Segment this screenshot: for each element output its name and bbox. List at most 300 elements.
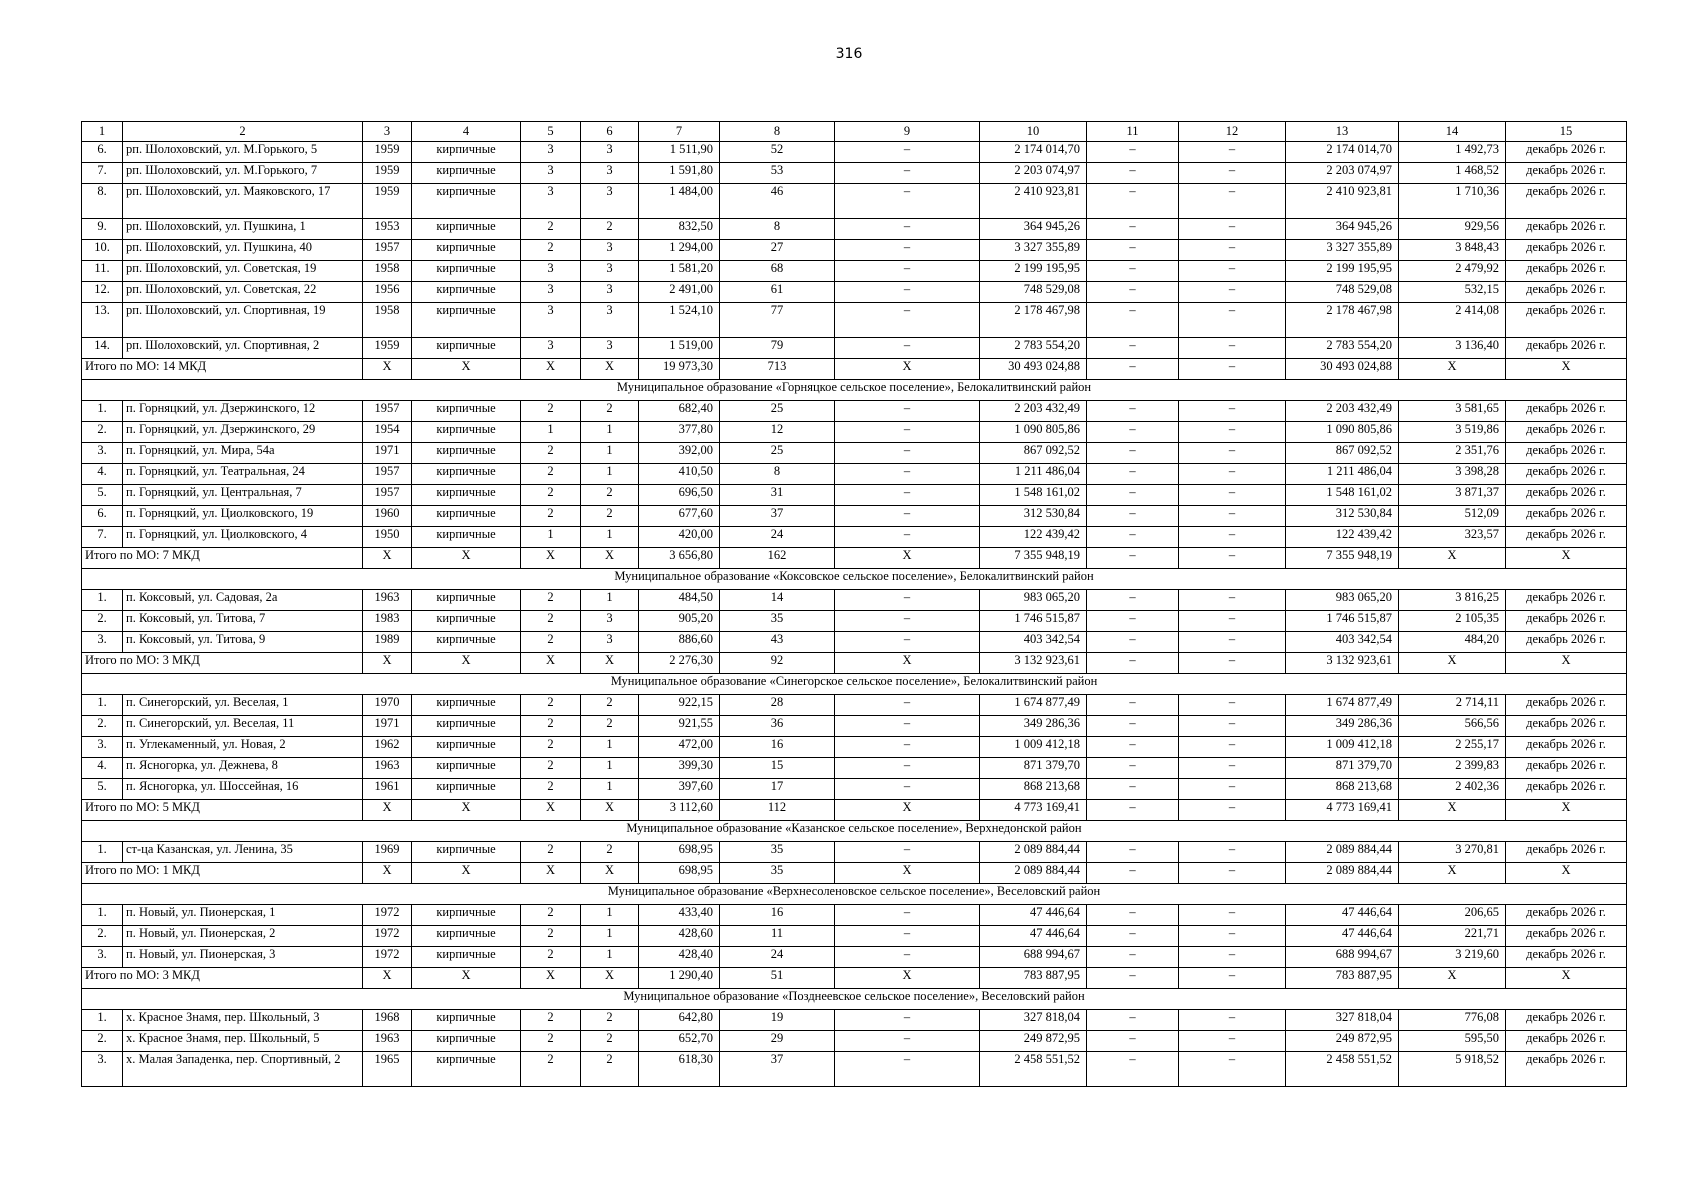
total-cell: X (363, 359, 412, 380)
year-built-cell: 1968 (363, 1010, 412, 1031)
residents-cell: 16 (720, 905, 835, 926)
area-cell: 696,50 (639, 485, 720, 506)
year-built-cell: 1954 (363, 422, 412, 443)
row-number-cell: 4. (82, 758, 123, 779)
section-header-row (82, 380, 1627, 401)
area-cell: 618,30 (639, 1052, 720, 1087)
wall-material-cell: кирпичные (412, 401, 521, 422)
area-cell: 921,55 (639, 716, 720, 737)
column-number: 1 (82, 122, 123, 142)
cost-per-sqm-cell: 2 255,17 (1399, 737, 1506, 758)
total-cell: X (581, 800, 639, 821)
cost-total-cell: 2 458 551,52 (980, 1052, 1087, 1087)
cost-per-sqm-cell: 3 136,40 (1399, 338, 1506, 359)
col-9-cell: – (835, 926, 980, 947)
wall-material-cell: кирпичные (412, 632, 521, 653)
floors-cell: 3 (521, 303, 581, 338)
col-9-cell: – (835, 1052, 980, 1087)
cost-final-cell: 1 009 412,18 (1286, 737, 1399, 758)
table-row (82, 1010, 1627, 1031)
col-12-cell: – (1179, 485, 1286, 506)
wall-material-cell: кирпичные (412, 611, 521, 632)
year-built-cell: 1959 (363, 184, 412, 219)
column-number: 4 (412, 122, 521, 142)
table-row (82, 485, 1627, 506)
year-built-cell: 1965 (363, 1052, 412, 1087)
floors-cell: 2 (521, 695, 581, 716)
col-11-cell: – (1087, 779, 1179, 800)
section-header-row (82, 674, 1627, 695)
cost-final-cell: 1 090 805,86 (1286, 422, 1399, 443)
section-header-row (82, 989, 1627, 1010)
entrances-cell: 2 (581, 716, 639, 737)
col-9-cell: – (835, 611, 980, 632)
deadline-cell: декабрь 2026 г. (1506, 905, 1627, 926)
col-11-cell: – (1087, 926, 1179, 947)
residents-cell: 37 (720, 1052, 835, 1087)
floors-cell: 2 (521, 905, 581, 926)
year-built-cell: 1958 (363, 261, 412, 282)
residents-cell: 12 (720, 422, 835, 443)
column-number: 3 (363, 122, 412, 142)
wall-material-cell: кирпичные (412, 758, 521, 779)
total-cell: 783 887,95 (1286, 968, 1399, 989)
col-11-cell: – (1087, 464, 1179, 485)
area-cell: 2 491,00 (639, 282, 720, 303)
address-cell: п. Ясногорка, ул. Дежнева, 8 (123, 758, 363, 779)
section-header-row (82, 821, 1627, 842)
entrances-cell: 2 (581, 485, 639, 506)
cost-per-sqm-cell: 3 581,65 (1399, 401, 1506, 422)
col-11-cell: – (1087, 842, 1179, 863)
cost-final-cell: 688 994,67 (1286, 947, 1399, 968)
total-cell: X (581, 653, 639, 674)
deadline-cell: декабрь 2026 г. (1506, 1052, 1627, 1087)
address-cell: п. Коксовый, ул. Титова, 9 (123, 632, 363, 653)
deadline-cell: декабрь 2026 г. (1506, 422, 1627, 443)
total-label: Итого по МО: 3 МКД (82, 653, 363, 674)
column-number: 10 (980, 122, 1087, 142)
entrances-cell: 1 (581, 779, 639, 800)
row-number-cell: 2. (82, 1031, 123, 1052)
floors-cell: 2 (521, 485, 581, 506)
entrances-cell: 1 (581, 737, 639, 758)
deadline-cell: декабрь 2026 г. (1506, 338, 1627, 359)
total-label: Итого по МО: 1 МКД (82, 863, 363, 884)
col-11-cell: – (1087, 737, 1179, 758)
cost-total-cell: 122 439,42 (980, 527, 1087, 548)
col-9-cell: – (835, 422, 980, 443)
cost-final-cell: 748 529,08 (1286, 282, 1399, 303)
total-cell: X (835, 863, 980, 884)
wall-material-cell: кирпичные (412, 737, 521, 758)
address-cell: п. Углекаменный, ул. Новая, 2 (123, 737, 363, 758)
wall-material-cell: кирпичные (412, 842, 521, 863)
col-9-cell: – (835, 905, 980, 926)
total-cell: X (581, 548, 639, 569)
year-built-cell: 1957 (363, 401, 412, 422)
wall-material-cell: кирпичные (412, 1052, 521, 1087)
entrances-cell: 2 (581, 401, 639, 422)
entrances-cell: 3 (581, 303, 639, 338)
table-row (82, 506, 1627, 527)
wall-material-cell: кирпичные (412, 1031, 521, 1052)
entrances-cell: 1 (581, 527, 639, 548)
total-row (82, 800, 1627, 821)
col-12-cell: – (1179, 947, 1286, 968)
row-number-cell: 3. (82, 632, 123, 653)
col-12-cell: – (1179, 758, 1286, 779)
cost-per-sqm-cell: 3 519,86 (1399, 422, 1506, 443)
total-cell: X (581, 863, 639, 884)
entrances-cell: 3 (581, 240, 639, 261)
cost-final-cell: 1 746 515,87 (1286, 611, 1399, 632)
col-12-cell: – (1179, 261, 1286, 282)
col-12-cell: – (1179, 842, 1286, 863)
table-row (82, 443, 1627, 464)
address-cell: п. Новый, ул. Пионерская, 2 (123, 926, 363, 947)
year-built-cell: 1956 (363, 282, 412, 303)
total-cell: X (1506, 968, 1627, 989)
residents-cell: 27 (720, 240, 835, 261)
area-cell: 652,70 (639, 1031, 720, 1052)
deadline-cell: декабрь 2026 г. (1506, 632, 1627, 653)
total-cell: 7 355 948,19 (980, 548, 1087, 569)
col-12-cell: – (1179, 905, 1286, 926)
entrances-cell: 1 (581, 947, 639, 968)
total-row (82, 548, 1627, 569)
wall-material-cell: кирпичные (412, 443, 521, 464)
entrances-cell: 3 (581, 163, 639, 184)
col-12-cell: – (1179, 632, 1286, 653)
total-cell: – (1179, 653, 1286, 674)
total-cell: X (521, 968, 581, 989)
col-11-cell: – (1087, 527, 1179, 548)
floors-cell: 2 (521, 506, 581, 527)
deadline-cell: декабрь 2026 г. (1506, 163, 1627, 184)
year-built-cell: 1971 (363, 716, 412, 737)
col-9-cell: – (835, 303, 980, 338)
floors-cell: 1 (521, 527, 581, 548)
residents-cell: 77 (720, 303, 835, 338)
cost-total-cell: 748 529,08 (980, 282, 1087, 303)
year-built-cell: 1957 (363, 464, 412, 485)
cost-per-sqm-cell: 2 105,35 (1399, 611, 1506, 632)
total-cell: X (521, 800, 581, 821)
cost-final-cell: 312 530,84 (1286, 506, 1399, 527)
floors-cell: 2 (521, 219, 581, 240)
wall-material-cell: кирпичные (412, 240, 521, 261)
col-9-cell: – (835, 716, 980, 737)
cost-final-cell: 47 446,64 (1286, 926, 1399, 947)
area-cell: 1 591,80 (639, 163, 720, 184)
total-cell: – (1179, 548, 1286, 569)
row-number-cell: 11. (82, 261, 123, 282)
year-built-cell: 1971 (363, 443, 412, 464)
col-12-cell: – (1179, 1031, 1286, 1052)
cost-final-cell: 3 327 355,89 (1286, 240, 1399, 261)
total-cell: 3 656,80 (639, 548, 720, 569)
floors-cell: 2 (521, 464, 581, 485)
total-cell: X (412, 863, 521, 884)
residents-cell: 35 (720, 611, 835, 632)
deadline-cell: декабрь 2026 г. (1506, 485, 1627, 506)
cost-total-cell: 1 674 877,49 (980, 695, 1087, 716)
area-cell: 399,30 (639, 758, 720, 779)
total-cell: X (1399, 968, 1506, 989)
wall-material-cell: кирпичные (412, 282, 521, 303)
entrances-cell: 3 (581, 611, 639, 632)
floors-cell: 2 (521, 926, 581, 947)
entrances-cell: 3 (581, 282, 639, 303)
year-built-cell: 1970 (363, 695, 412, 716)
col-12-cell: – (1179, 695, 1286, 716)
wall-material-cell: кирпичные (412, 422, 521, 443)
cost-per-sqm-cell: 484,20 (1399, 632, 1506, 653)
deadline-cell: декабрь 2026 г. (1506, 695, 1627, 716)
total-cell: 7 355 948,19 (1286, 548, 1399, 569)
total-row (82, 359, 1627, 380)
floors-cell: 1 (521, 422, 581, 443)
deadline-cell: декабрь 2026 г. (1506, 716, 1627, 737)
floors-cell: 2 (521, 443, 581, 464)
total-cell: X (412, 359, 521, 380)
cost-total-cell: 364 945,26 (980, 219, 1087, 240)
table-row (82, 401, 1627, 422)
row-number-cell: 6. (82, 142, 123, 163)
column-number: 6 (581, 122, 639, 142)
cost-final-cell: 2 199 195,95 (1286, 261, 1399, 282)
total-cell: 3 132 923,61 (1286, 653, 1399, 674)
area-cell: 1 524,10 (639, 303, 720, 338)
col-12-cell: – (1179, 443, 1286, 464)
cost-total-cell: 868 213,68 (980, 779, 1087, 800)
cost-per-sqm-cell: 2 714,11 (1399, 695, 1506, 716)
entrances-cell: 2 (581, 1052, 639, 1087)
col-12-cell: – (1179, 1052, 1286, 1087)
area-cell: 1 484,00 (639, 184, 720, 219)
cost-total-cell: 867 092,52 (980, 443, 1087, 464)
entrances-cell: 1 (581, 422, 639, 443)
cost-per-sqm-cell: 1 468,52 (1399, 163, 1506, 184)
address-cell: п. Новый, ул. Пионерская, 1 (123, 905, 363, 926)
col-9-cell: – (835, 947, 980, 968)
col-12-cell: – (1179, 142, 1286, 163)
address-cell: рп. Шолоховский, ул. Пушкина, 1 (123, 219, 363, 240)
table-row (82, 758, 1627, 779)
total-cell: X (581, 968, 639, 989)
area-cell: 832,50 (639, 219, 720, 240)
cost-per-sqm-cell: 221,71 (1399, 926, 1506, 947)
deadline-cell: декабрь 2026 г. (1506, 926, 1627, 947)
year-built-cell: 1963 (363, 590, 412, 611)
cost-final-cell: 349 286,36 (1286, 716, 1399, 737)
area-cell: 397,60 (639, 779, 720, 800)
table-row (82, 527, 1627, 548)
col-11-cell: – (1087, 947, 1179, 968)
row-number-cell: 9. (82, 219, 123, 240)
row-number-cell: 1. (82, 842, 123, 863)
floors-cell: 2 (521, 737, 581, 758)
cost-final-cell: 983 065,20 (1286, 590, 1399, 611)
total-cell: 4 773 169,41 (980, 800, 1087, 821)
area-cell: 1 581,20 (639, 261, 720, 282)
col-12-cell: – (1179, 779, 1286, 800)
entrances-cell: 2 (581, 1010, 639, 1031)
year-built-cell: 1950 (363, 527, 412, 548)
table-row (82, 716, 1627, 737)
table-row (82, 1052, 1627, 1087)
col-12-cell: – (1179, 926, 1286, 947)
col-11-cell: – (1087, 338, 1179, 359)
cost-final-cell: 871 379,70 (1286, 758, 1399, 779)
cost-final-cell: 2 783 554,20 (1286, 338, 1399, 359)
address-cell: п. Горняцкий, ул. Театральная, 24 (123, 464, 363, 485)
residents-cell: 24 (720, 947, 835, 968)
area-cell: 484,50 (639, 590, 720, 611)
address-cell: п. Коксовый, ул. Садовая, 2а (123, 590, 363, 611)
deadline-cell: декабрь 2026 г. (1506, 527, 1627, 548)
deadline-cell: декабрь 2026 г. (1506, 240, 1627, 261)
total-cell: X (835, 548, 980, 569)
row-number-cell: 2. (82, 422, 123, 443)
cost-final-cell: 2 174 014,70 (1286, 142, 1399, 163)
area-cell: 1 519,00 (639, 338, 720, 359)
floors-cell: 2 (521, 632, 581, 653)
cost-total-cell: 983 065,20 (980, 590, 1087, 611)
area-cell: 420,00 (639, 527, 720, 548)
table-row (82, 184, 1627, 219)
row-number-cell: 3. (82, 737, 123, 758)
deadline-cell: декабрь 2026 г. (1506, 779, 1627, 800)
section-title: Муниципальное образование «Казанское сельское поселение», Верхнедонской район (82, 821, 1627, 842)
residents-cell: 46 (720, 184, 835, 219)
page-number: 316 (835, 46, 863, 62)
entrances-cell: 2 (581, 695, 639, 716)
cost-per-sqm-cell: 1 710,36 (1399, 184, 1506, 219)
address-cell: п. Горняцкий, ул. Циолковского, 4 (123, 527, 363, 548)
area-cell: 410,50 (639, 464, 720, 485)
col-11-cell: – (1087, 632, 1179, 653)
wall-material-cell: кирпичные (412, 947, 521, 968)
address-cell: рп. Шолоховский, ул. Спортивная, 19 (123, 303, 363, 338)
col-9-cell: – (835, 240, 980, 261)
col-11-cell: – (1087, 142, 1179, 163)
total-cell: – (1179, 863, 1286, 884)
row-number-cell: 13. (82, 303, 123, 338)
col-12-cell: – (1179, 338, 1286, 359)
residents-cell: 37 (720, 506, 835, 527)
cost-total-cell: 2 783 554,20 (980, 338, 1087, 359)
cost-total-cell: 403 342,54 (980, 632, 1087, 653)
total-cell: 2 089 884,44 (1286, 863, 1399, 884)
column-number: 11 (1087, 122, 1179, 142)
total-cell: – (1087, 653, 1179, 674)
total-cell: X (1399, 800, 1506, 821)
col-9-cell: – (835, 779, 980, 800)
floors-cell: 3 (521, 282, 581, 303)
cost-final-cell: 868 213,68 (1286, 779, 1399, 800)
floors-cell: 3 (521, 338, 581, 359)
year-built-cell: 1972 (363, 905, 412, 926)
floors-cell: 3 (521, 184, 581, 219)
total-cell: – (1087, 548, 1179, 569)
total-label: Итого по МО: 14 МКД (82, 359, 363, 380)
total-cell: 92 (720, 653, 835, 674)
deadline-cell: декабрь 2026 г. (1506, 1010, 1627, 1031)
col-9-cell: – (835, 261, 980, 282)
cost-total-cell: 871 379,70 (980, 758, 1087, 779)
cost-total-cell: 2 174 014,70 (980, 142, 1087, 163)
residents-cell: 35 (720, 842, 835, 863)
residents-cell: 19 (720, 1010, 835, 1031)
col-9-cell: – (835, 737, 980, 758)
cost-total-cell: 3 327 355,89 (980, 240, 1087, 261)
total-cell: – (1087, 863, 1179, 884)
cost-total-cell: 2 199 195,95 (980, 261, 1087, 282)
row-number-cell: 7. (82, 527, 123, 548)
cost-final-cell: 249 872,95 (1286, 1031, 1399, 1052)
total-cell: 30 493 024,88 (980, 359, 1087, 380)
total-cell: X (521, 863, 581, 884)
col-11-cell: – (1087, 716, 1179, 737)
entrances-cell: 3 (581, 338, 639, 359)
col-9-cell: – (835, 282, 980, 303)
col-11-cell: – (1087, 261, 1179, 282)
residents-cell: 28 (720, 695, 835, 716)
row-number-cell: 12. (82, 282, 123, 303)
table-row (82, 1031, 1627, 1052)
deadline-cell: декабрь 2026 г. (1506, 142, 1627, 163)
deadline-cell: декабрь 2026 г. (1506, 464, 1627, 485)
residents-cell: 8 (720, 464, 835, 485)
col-9-cell: – (835, 695, 980, 716)
cost-final-cell: 2 458 551,52 (1286, 1052, 1399, 1087)
year-built-cell: 1957 (363, 485, 412, 506)
total-cell: X (412, 800, 521, 821)
total-cell: X (1506, 548, 1627, 569)
year-built-cell: 1960 (363, 506, 412, 527)
floors-cell: 2 (521, 716, 581, 737)
table-row (82, 695, 1627, 716)
deadline-cell: декабрь 2026 г. (1506, 303, 1627, 338)
table-row (82, 842, 1627, 863)
total-cell: X (363, 800, 412, 821)
address-cell: п. Горняцкий, ул. Дзержинского, 12 (123, 401, 363, 422)
housing-table (81, 121, 1627, 1087)
cost-per-sqm-cell: 532,15 (1399, 282, 1506, 303)
entrances-cell: 1 (581, 758, 639, 779)
col-12-cell: – (1179, 240, 1286, 261)
total-cell: 3 112,60 (639, 800, 720, 821)
row-number-cell: 7. (82, 163, 123, 184)
column-number: 13 (1286, 122, 1399, 142)
deadline-cell: декабрь 2026 г. (1506, 261, 1627, 282)
total-cell: – (1087, 968, 1179, 989)
wall-material-cell: кирпичные (412, 485, 521, 506)
deadline-cell: декабрь 2026 г. (1506, 758, 1627, 779)
table-row (82, 422, 1627, 443)
col-12-cell: – (1179, 303, 1286, 338)
cost-per-sqm-cell: 3 816,25 (1399, 590, 1506, 611)
cost-total-cell: 2 410 923,81 (980, 184, 1087, 219)
table-row (82, 926, 1627, 947)
cost-per-sqm-cell: 512,09 (1399, 506, 1506, 527)
entrances-cell: 2 (581, 219, 639, 240)
cost-final-cell: 47 446,64 (1286, 905, 1399, 926)
table-row (82, 779, 1627, 800)
wall-material-cell: кирпичные (412, 527, 521, 548)
